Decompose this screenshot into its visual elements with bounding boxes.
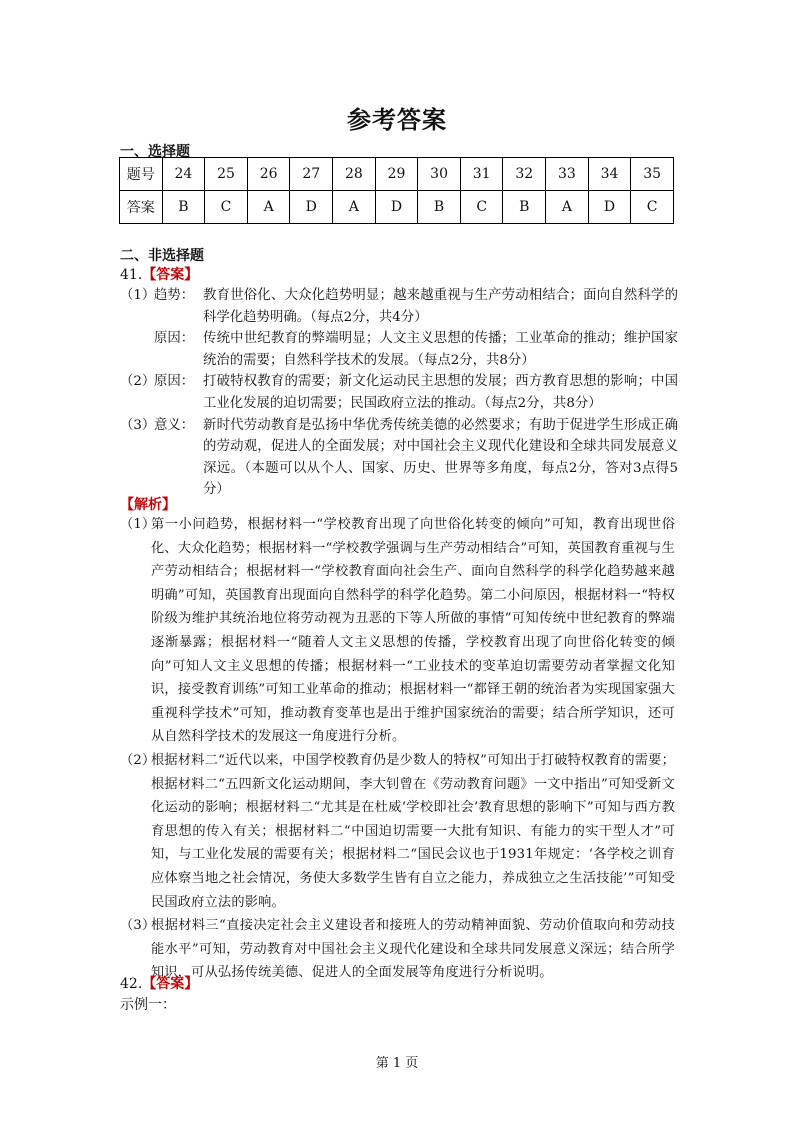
table-cell: 29 — [375, 158, 418, 191]
table-cell: D — [588, 191, 631, 224]
answer-table — [119, 157, 674, 224]
answer-tag: 【答案】 — [142, 976, 199, 992]
table-cell: A — [247, 191, 290, 224]
section-heading-nonchoice: 二、非选择题 — [120, 248, 204, 264]
page-title: 参考答案 — [347, 105, 447, 134]
table-row-answers — [120, 191, 674, 224]
table-cell: 24 — [162, 158, 205, 191]
table-cell: B — [418, 191, 461, 224]
section-heading-choice: 一、选择题 — [120, 144, 190, 160]
item-number: （3） — [120, 918, 156, 934]
table-row-numbers — [120, 158, 674, 191]
question-number: 42. — [120, 976, 143, 992]
table-cell: 33 — [546, 158, 589, 191]
table-cell: A — [546, 191, 589, 224]
table-cell: C — [631, 191, 674, 224]
q41-analysis — [120, 513, 675, 985]
analysis-tag: 【解析】 — [120, 497, 176, 513]
item-label: 原因： — [154, 374, 195, 390]
item-number — [120, 328, 154, 371]
table-cell: 25 — [205, 158, 248, 191]
item-number: （1） — [120, 517, 156, 532]
analysis-item — [120, 914, 675, 985]
table-cell: 27 — [290, 158, 333, 191]
table-cell: B — [162, 191, 205, 224]
page-number: 第 1 页 — [375, 1056, 419, 1071]
question-number: 41. — [120, 267, 143, 283]
answer-item — [120, 285, 678, 328]
table-cell: C — [205, 191, 248, 224]
table-cell: C — [460, 191, 503, 224]
table-cell: 31 — [460, 158, 503, 191]
table-cell: D — [290, 191, 333, 224]
item-text: 传统中世纪教育的弊端明显；人文主义思想的传播；工业革命的推动；维护国家统治的需要；自然科学技术的发展。（每点2分，共8分） — [203, 331, 678, 368]
table-cell: 26 — [247, 158, 290, 191]
answer-item — [120, 328, 678, 371]
answer-item — [120, 415, 678, 501]
item-number: （3） — [120, 417, 156, 433]
table-cell: B — [503, 191, 546, 224]
table-cell: 34 — [588, 158, 631, 191]
table-cell: D — [375, 191, 418, 224]
item-number: （2） — [120, 752, 156, 768]
item-text: 根据材料三“直接决定社会主义建设者和接班人的劳动精神面貌、劳动价值取向和劳动技能水平”可知，劳动教育对中国社会主义现代化建设和全球共同发展意义深远；结合所学知识，可从弘扬传统美德、促进人的全面发展等角度进行分析说明。 — [151, 918, 675, 981]
example-label: 示例一： — [120, 997, 176, 1013]
analysis-item — [120, 513, 675, 749]
table-cell: 30 — [418, 158, 461, 191]
answer-item — [120, 371, 678, 414]
question-41-label — [120, 264, 198, 284]
q41-answers — [120, 285, 678, 501]
item-label: 趋势： — [154, 288, 195, 303]
answer-tag: 【答案】 — [142, 267, 199, 283]
item-number: （2） — [120, 374, 156, 390]
item-label: 意义： — [154, 417, 195, 433]
item-text: 新时代劳动教育是弘扬中华优秀传统美德的必然要求；有助于促进学生形成正确的劳动观，促进人的全面发展；对中国社会主义现代化建设和全球共同发展意义深远。（本题可以从个人、国家、历史、世界等多角度，每点2分，答对3点得5分） — [203, 417, 678, 498]
item-text: 教育世俗化、大众化趋势明显；越来越重视与生产劳动相结合；面向自然科学的科学化趋势明确。（每点2分，共4分） — [203, 288, 678, 325]
item-text: 第一小问趋势，根据材料一“学校教育出现了向世俗化转变的倾向”可知，教育出现世俗化、大众化趋势；根据材料一“学校教学强调与生产劳动相结合”可知，英国教育重视与生产劳动相结合；根据材料一“学校教育面向社会生产、面向自然科学的科学化趋势越来越明确”可知，英国教育出现面向自然科学的科学化趋势。第二小问原因，根据材料一“特权阶级为维护其统治地位将劳动视为丑恶的下等人所做的事情”可知传统中世纪教育的弊端逐渐暴露；根据材料一“随着人文主义思想的传播，学校教育出现了向世俗化转变的倾向”可知人文主义思想的传播；根据材料一“工业技术的变革迫切需要劳动者掌握文化知识，接受教育训练”可知工业革命的推动；根据材料一“都铎王朝的统治者为实现国家强大重视科学技术”可知，推动教育变革也是出于维护国家统治的需要；结合所学知识，还可从自然科学技术的发展这一角度进行分析。 — [151, 517, 675, 745]
question-42-label — [120, 973, 198, 993]
item-number: （1） — [120, 288, 156, 303]
table-cell: 35 — [631, 158, 674, 191]
table-cell-header: 答案 — [120, 191, 163, 224]
table-cell: 28 — [333, 158, 376, 191]
table-cell: A — [333, 191, 376, 224]
analysis-item — [120, 749, 675, 914]
item-text: 打破特权教育的需要；新文化运动民主思想的发展；西方教育思想的影响；中国工业化发展的迫切需要；民国政府立法的推动。（每点2分，共8分） — [203, 374, 678, 411]
table-cell: 32 — [503, 158, 546, 191]
item-text: 根据材料二“近代以来，中国学校教育仍是少数人的特权”可知出于打破特权教育的需要；根据材料二“五四新文化运动期间，李大钊曾在《劳动教育问题》一文中指出”可知受新文化运动的影响；根据材料二“尤其是在杜威‘学校即社会’教育思想的影响下”可知与西方教育思想的传入有关；根据材料二“中国迫切需要一大批有知识、有能力的实干型人才”可知，与工业化发展的需要有关；根据材料二“国民会议也于1931年规定：‘各学校之训育应体察当地之社会情况，务使大多数学生皆有自立之能力，养成独立之生活技能’”可知受民国政府立法的影响。 — [151, 752, 675, 910]
item-label: 原因： — [154, 331, 195, 347]
table-cell-header: 题号 — [120, 158, 163, 191]
